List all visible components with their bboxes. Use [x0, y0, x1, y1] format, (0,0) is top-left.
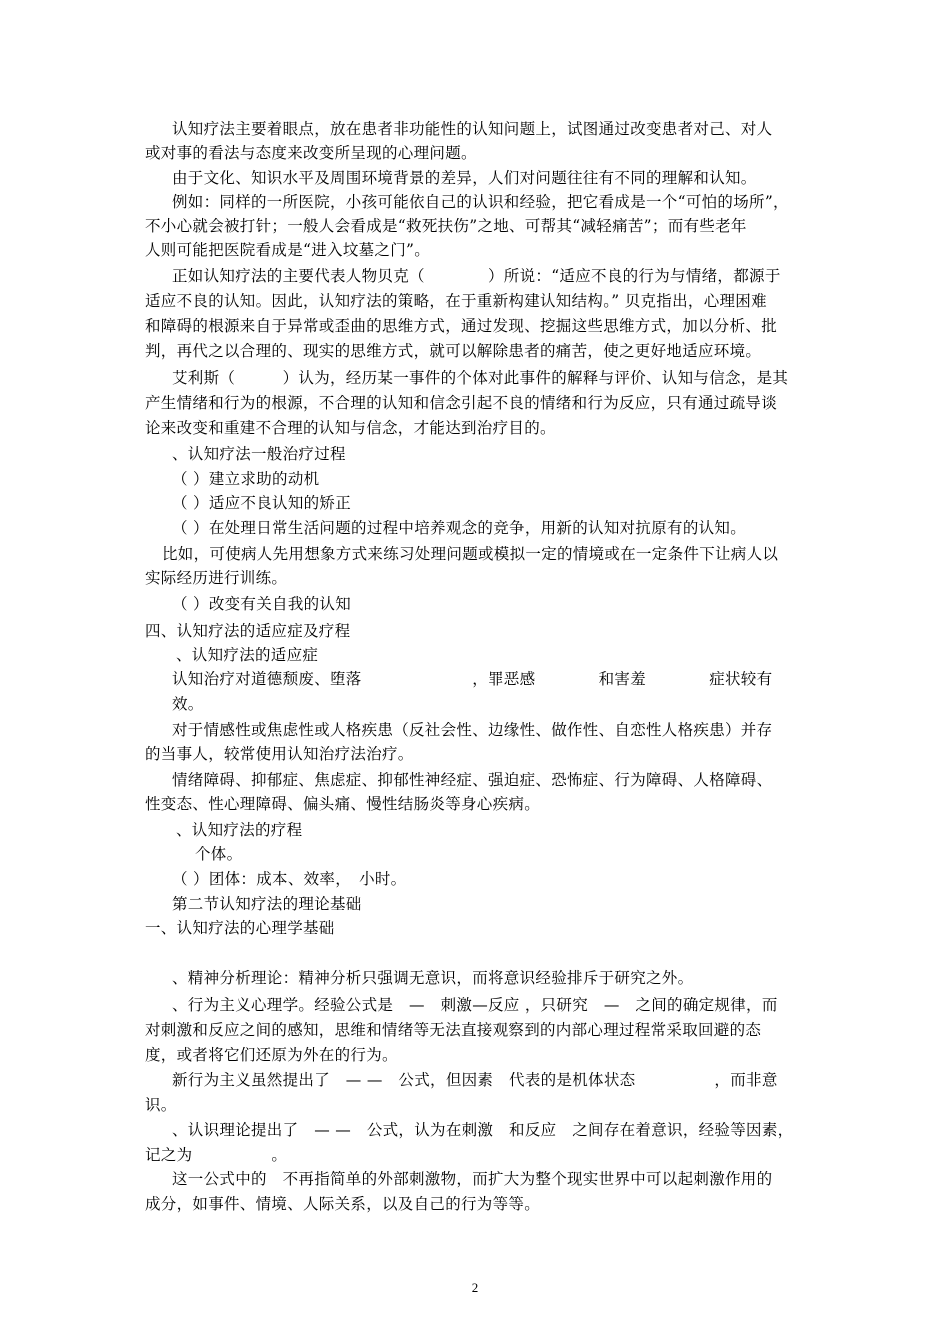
- text-line: 效。: [172, 695, 204, 713]
- text-line: 和障碍的根源来自于异常或歪曲的思维方式，通过发现、挖掘这些思维方式，加以分析、批: [145, 317, 778, 335]
- section-heading: 四、认知疗法的适应症及疗程: [145, 622, 351, 640]
- text-line: 正如认知疗法的主要代表人物贝克（ ）所说：“适应不良的行为与情绪，都源于: [172, 267, 781, 285]
- text-line: 的当事人，较常使用认知治疗法治疗。: [145, 745, 414, 763]
- text-line: 成分，如事件、情境、人际关系，以及自己的行为等等。: [145, 1195, 541, 1213]
- text-line: 对刺激和反应之间的感知，思维和情绪等无法直接观察到的内部心理过程常采取回避的态: [145, 1021, 762, 1039]
- text-line: 艾利斯（ ）认为，经历某一事件的个体对此事件的解释与评价、认知与信念，是其: [172, 369, 789, 387]
- text-line: 、精神分析理论：精神分析只强调无意识，而将意识经验排斥于研究之外。: [172, 969, 694, 987]
- text-line: 个体。: [195, 845, 243, 863]
- list-item: （ ）改变有关自我的认知: [172, 595, 352, 613]
- text-line: 或对事的看法与态度来改变所呈现的心理问题。: [145, 144, 477, 162]
- text-line: 记之为 。: [145, 1146, 288, 1164]
- list-item: （ ）在处理日常生活问题的过程中培养观念的竞争，用新的认知对抗原有的认知。: [172, 519, 747, 537]
- text-line: 实际经历进行训练。: [145, 569, 288, 587]
- text-line: 认知疗法主要着眼点，放在患者非功能性的认知问题上，试图通过改变患者对己、对人: [172, 120, 773, 138]
- text-line: 产生情绪和行为的根源，不合理的认知和信念引起不良的情绪和行为反应，只有通过疏导谈: [145, 394, 778, 412]
- text-line: 对于情感性或焦虑性或人格疾患（反社会性、边缘性、做作性、自恋性人格疾患）并存: [172, 721, 773, 739]
- text-line: 、认识理论提出了 — — 公式，认为在刺激 和反应 之间存在着意识，经验等因素，: [172, 1121, 794, 1139]
- text-line: 识。: [145, 1096, 177, 1114]
- text-line: 人则可能把医院看成是“进入坟墓之门”。: [145, 241, 431, 259]
- page-number: 2: [471, 1280, 479, 1295]
- section-heading: 一、认知疗法的心理学基础: [145, 919, 335, 937]
- text-line: 论来改变和重建不合理的认知与信念，才能达到治疗目的。: [145, 419, 556, 437]
- section-heading: 、认知疗法的疗程: [176, 821, 303, 839]
- text-line: 新行为主义虽然提出了 — — 公式，但因素 代表的是机体状态 ，而非意: [172, 1071, 778, 1089]
- text-line: 度，或者将它们还原为外在的行为。: [145, 1046, 398, 1064]
- text-line: 例如：同样的一所医院，小孩可能依自己的认识和经验，把它看成是一个“可怕的场所”，: [172, 193, 789, 211]
- text-line: 判，再代之以合理的、现实的思维方式，就可以解除患者的痛苦，使之更好地适应环境。: [145, 342, 762, 360]
- text-line: 认知治疗对道德颓废、堕落 ，罪恶感 和害羞 症状较有: [172, 670, 773, 688]
- text-line: 情绪障碍、抑郁症、焦虑症、抑郁性神经症、强迫症、恐怖症、行为障碍、人格障碍、: [172, 771, 773, 789]
- text-line: 适应不良的认知。因此，认知疗法的策略，在于重新构建认知结构。” 贝克指出，心理困难: [145, 292, 767, 310]
- text-line: 比如，可使病人先用想象方式来练习处理问题或模拟一定的情境或在一定条件下让病人以: [162, 545, 779, 563]
- text-line: 性变态、性心理障碍、偏头痛、慢性结肠炎等身心疾病。: [145, 795, 541, 813]
- text-line: 这一公式中的 不再指简单的外部刺激物，而扩大为整个现实世界中可以起刺激作用的: [172, 1170, 773, 1188]
- section-heading: 、认知疗法的适应症: [176, 646, 319, 664]
- section-heading: 第二节认知疗法的理论基础: [172, 895, 362, 913]
- list-item: （ ）适应不良认知的矫正: [172, 494, 352, 512]
- text-line: 、行为主义心理学。经验公式是 — 刺激—反应 ，只研究 — 之间的确定规律，而: [172, 996, 778, 1014]
- list-item: （ ）团体：成本、效率， 小时。: [172, 870, 407, 888]
- text-line: 由于文化、知识水平及周围环境背景的差异，人们对问题往往有不同的理解和认知。: [172, 169, 757, 187]
- text-line: 不小心就会被打针；一般人会看成是“救死扶伤”之地、可帮其“减轻痛苦”；而有些老年: [145, 217, 747, 235]
- list-item: （ ）建立求助的动机: [172, 470, 320, 488]
- section-heading: 、认知疗法一般治疗过程: [172, 445, 346, 463]
